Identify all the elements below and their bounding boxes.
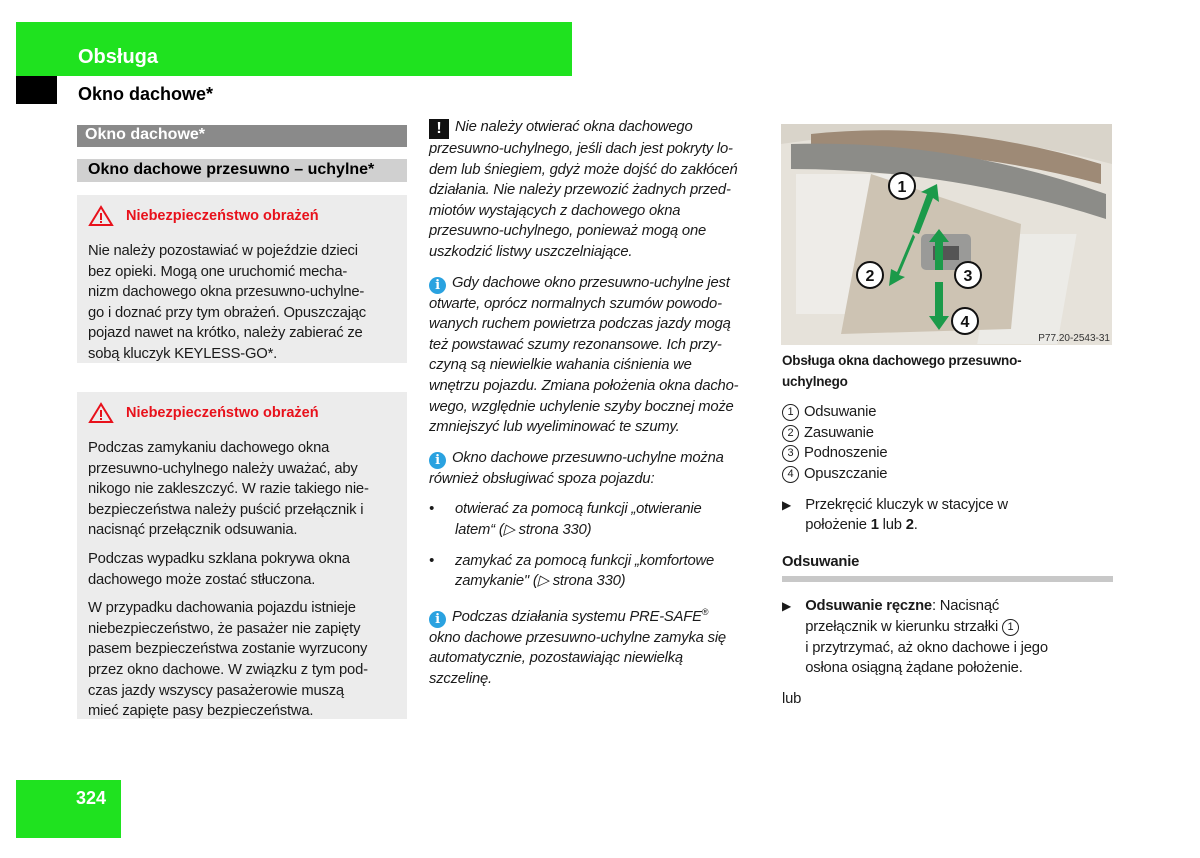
callout-3: 3: [963, 268, 973, 285]
step-bold: Odsuwanie ręczne: [805, 598, 932, 615]
page-subtitle: Okno dachowe*: [78, 84, 214, 104]
section-title: Obsługa: [78, 46, 159, 68]
section-divider: [782, 576, 1113, 582]
warning-paragraph: W przypadku dachowania pojazdu istnieje niebezpieczeństwo, że pasażer nie zapięty pasem bezpieczeństwa zostanie wyrzucony przez okno dachowe. W związku z tym pod- czas jazdy wszyscy pasażerowie muszą mieć zapięte pasy bezpieczeństwa.: [88, 600, 368, 720]
info-text: Podczas działania systemu PRE-SAFE: [452, 608, 702, 625]
warning-title: [88, 402, 397, 424]
warning-triangle-icon: [88, 402, 114, 424]
roof-console-image: [781, 124, 1112, 345]
circled-number: 1: [1002, 619, 1019, 636]
legend-label: Zasuwanie: [804, 424, 874, 441]
caution-text: Nie należy otwierać okna dachowego przesuwno-uchylnego, jeśli dach jest pokryty lo- dem lub śniegiem, gdyż może dojść do zakłóceń działania. Nie należy przewozić żadnych przed- miotów wystających z dachowego okna przesuwno-uchylnego, ponieważ mogą one uszkodzić listwy uszczelniające.: [429, 119, 738, 260]
warning-title-text: Niebezpieczeństwo obrażeń: [126, 208, 319, 224]
info-text: Gdy dachowe okno przesuwno-uchylne jest otwarte, oprócz normalnych szumów powodo- wanych ruchem powietrza podczas jazdy mogą też powstawać szumy rezonansowe. Ich przy- czyną są niewielkie wahania ciśnienia we wnętrzu pojazdu. Zmiana położenia okna dacho- wego, względnie uchylenie szyby bocznej może zmniejszyć lub wyeliminować te szumy.: [429, 274, 739, 436]
right-column: [782, 351, 1117, 709]
warning-triangle-icon: [88, 205, 114, 227]
legend-item: [782, 443, 1117, 464]
black-marker: [16, 76, 57, 104]
middle-column: [429, 117, 764, 699]
bullet-text: otwierać za pomocą funkcji „otwieranie latem“ (▷ strona 330): [455, 501, 702, 538]
warning-title-text: Niebezpieczeństwo obrażeń: [126, 405, 319, 421]
circled-number: 3: [782, 445, 799, 462]
exclamation-icon: !: [429, 119, 449, 139]
step-text: : Nacisnąć przełącznik w kierunku strzałki: [805, 598, 1000, 635]
caution-note: [429, 117, 764, 263]
info-icon: i: [429, 611, 446, 628]
circled-number: 1: [782, 404, 799, 421]
section-header-bar: [16, 22, 572, 76]
step-text: .: [913, 517, 918, 534]
step-text: lub: [878, 517, 906, 534]
image-caption: Obsługa okna dachowego przesuwno- uchylnego: [782, 353, 1022, 389]
callout-1: 1: [897, 179, 907, 196]
or-text: lub: [782, 690, 802, 707]
triangle-bullet-icon: ▶: [782, 497, 792, 512]
legend-item: [782, 464, 1117, 485]
callout-2: 2: [865, 268, 875, 285]
step-value: 2: [905, 517, 914, 534]
legend-item: [782, 423, 1117, 444]
step-text: i przytrzymać, aż okno dachowe i jego osłona osiągną żądane położenie.: [805, 639, 1048, 677]
registered-mark: ®: [701, 606, 709, 617]
image-code: P77.20-2543-31: [1038, 333, 1110, 344]
section-heading: Odsuwanie: [782, 553, 860, 570]
heading-bar: Okno dachowe*: [77, 125, 407, 147]
step-item: [782, 596, 1117, 678]
warning-paragraph: Podczas zamykaniu dachowego okna przesuwno-uchylnego należy uważać, aby nikogo nie zakleszczyć. W razie takiego nie- bezpieczeństwa należy puścić przełącznik i nacisnąć przełącznik odsuwania.: [88, 440, 369, 539]
subheading-bar: Okno dachowe przesuwno – uchylne*: [77, 159, 407, 182]
legend-item: [782, 402, 1117, 423]
legend-label: Opuszczanie: [804, 465, 888, 482]
triangle-bullet-icon: ▶: [782, 599, 792, 614]
info-note: [429, 273, 764, 438]
bullet-item: [429, 499, 764, 540]
bullet-icon: •: [429, 552, 434, 569]
page-number: 324: [76, 788, 107, 808]
bullet-icon: •: [429, 501, 434, 518]
info-icon: i: [429, 452, 446, 469]
info-note: [429, 602, 764, 690]
info-text: Okno dachowe przesuwno-uchylne można również obsługiwać spoza pojazdu:: [429, 449, 724, 487]
warning-title: [88, 205, 397, 227]
legend-label: Odsuwanie: [804, 404, 877, 421]
legend-label: Podnoszenie: [804, 445, 888, 462]
bullet-item: [429, 551, 764, 592]
step-item: [782, 495, 1117, 536]
info-icon: i: [429, 277, 446, 294]
callout-4: 4: [960, 314, 970, 331]
page-number-box: [16, 780, 121, 838]
circled-number: 2: [782, 425, 799, 442]
warning-paragraph: Podczas wypadku szklana pokrywa okna dachowego może zostać stłuczona.: [88, 550, 350, 588]
info-text: okno dachowe przesuwno-uchylne zamyka się automatycznie, pozostawiając niewielką szczelinę.: [429, 629, 726, 687]
step-value: 1: [870, 517, 879, 534]
circled-number: 4: [782, 466, 799, 483]
legend-list: [782, 402, 1117, 484]
warning-text: Nie należy pozostawiać w pojeździe dzieci bez opieki. Mogą one uruchomić mecha- nizm dachowego okna przesuwno-uchylne- go i doznać przy tym obrażeń. Opuszczając pojazd nawet na krótko, należy zabierać ze sobą kluczyk KEYLESS-GO*.: [88, 243, 367, 362]
bullet-text: zamykać za pomocą funkcji „komfortowe zamykanie" (▷ strona 330): [455, 552, 715, 590]
warning-box-1: [77, 195, 407, 363]
step-text: Przekręcić kluczyk w stacyjce w położenie: [805, 496, 1008, 534]
info-note: [429, 448, 764, 490]
warning-box-2: [77, 392, 407, 719]
